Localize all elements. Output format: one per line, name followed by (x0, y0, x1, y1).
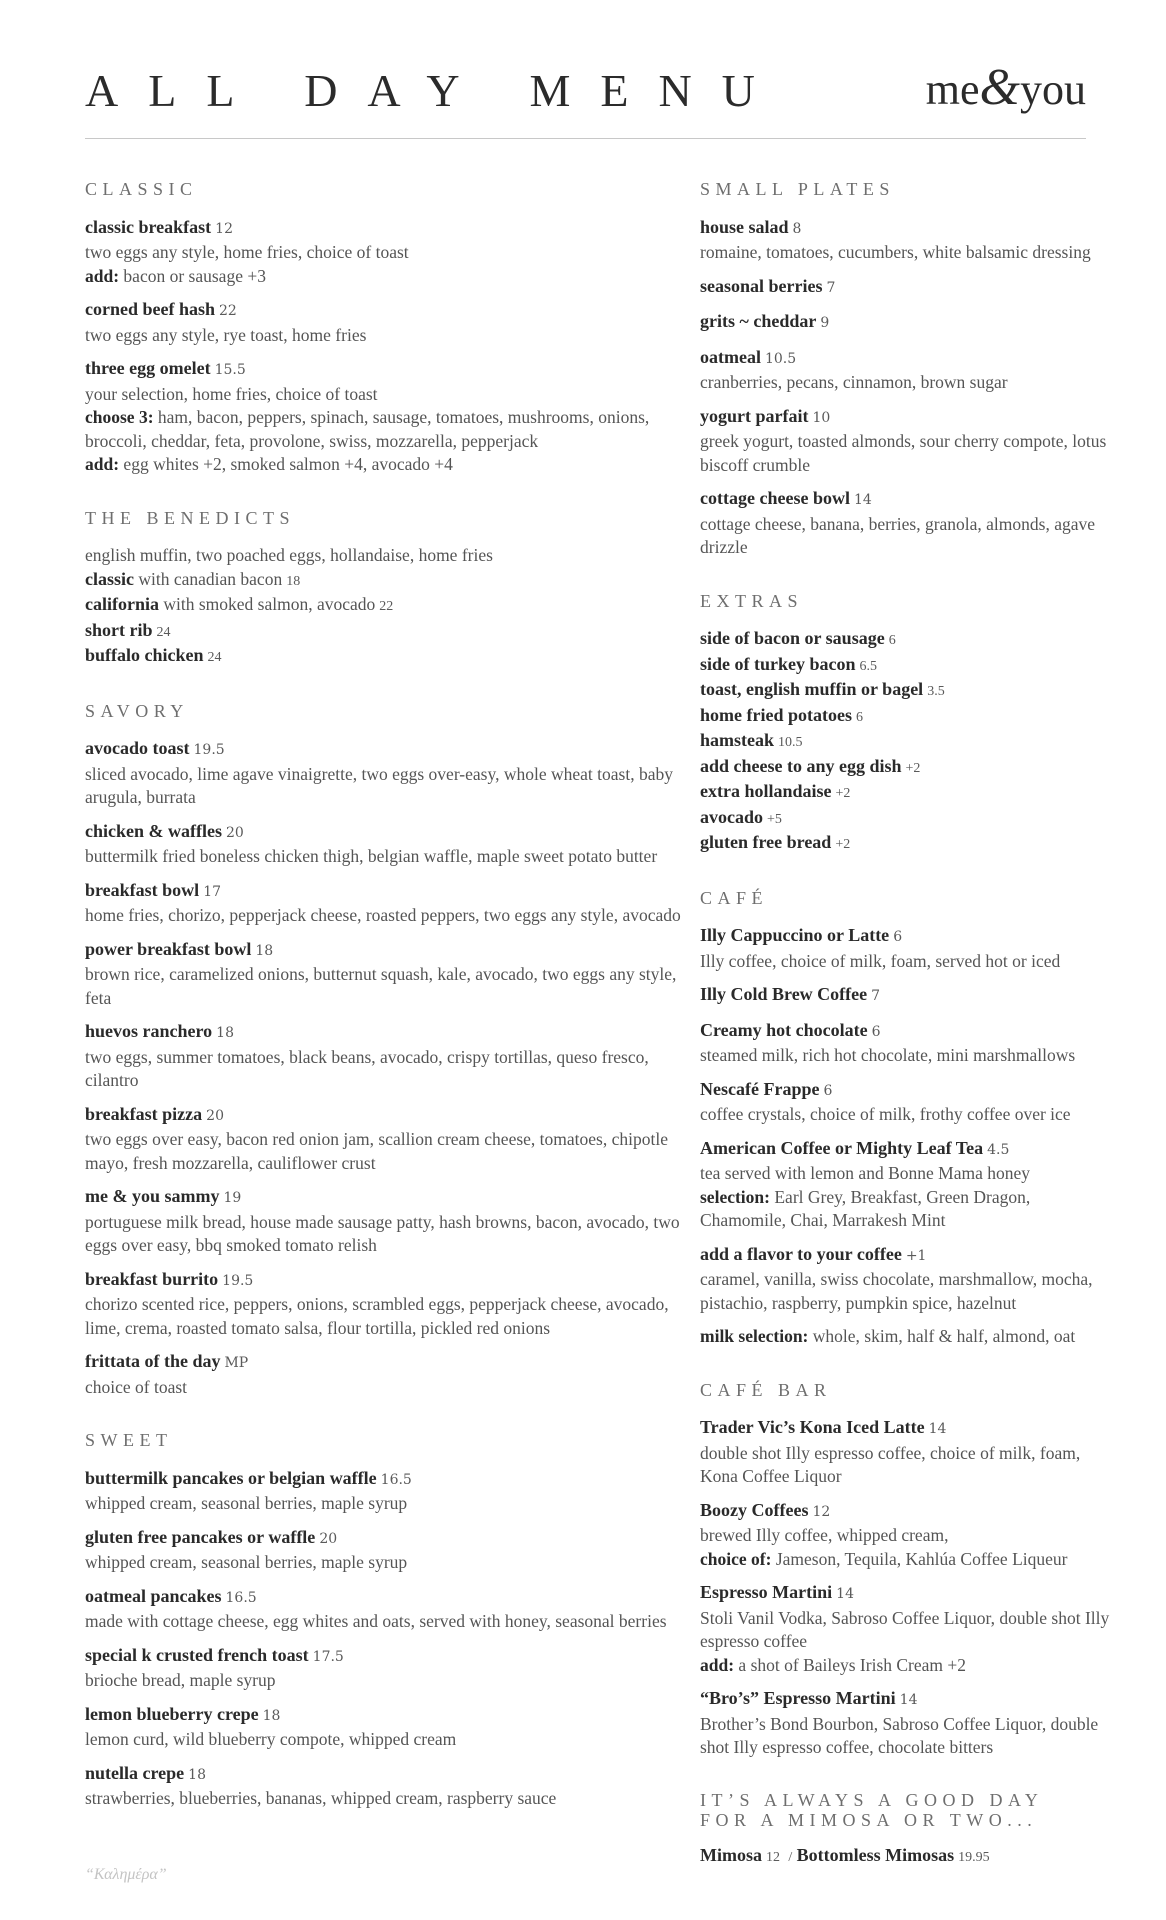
item-name: huevos ranchero (85, 1021, 213, 1041)
item-price: 17.5 (312, 1648, 344, 1665)
item-name: Mimosa (700, 1844, 762, 1865)
item-price: 24 (207, 650, 222, 665)
item-price: 14 (899, 1692, 918, 1708)
item-name: house salad (700, 216, 789, 237)
menu-item (700, 1581, 1120, 1677)
item-description: greek yogurt, toasted almonds, sour cherry compote, lotus biscoff crumble (700, 431, 1107, 475)
item-name: Espresso Martini (700, 1582, 833, 1602)
item-name: short rib (85, 619, 153, 640)
item-price: 8 (792, 220, 802, 237)
menu-item (700, 806, 1120, 832)
item-price: 19 (223, 1190, 242, 1206)
item-price: 18 (216, 1025, 234, 1041)
extra-text: a shot of Baileys Irish Cream +2 (738, 1654, 967, 1675)
item-price: 6.5 (859, 658, 878, 674)
item-price: 7 (826, 279, 836, 296)
item-price: 14 (853, 492, 872, 508)
item-extra (700, 1654, 1120, 1678)
item-name: Nescafé Frappe (700, 1078, 820, 1099)
menu-item (700, 405, 1120, 478)
menu-item (700, 627, 1120, 653)
item-name: side of turkey bacon (700, 653, 856, 674)
mimosa-title (700, 1790, 1120, 1830)
item-description: whipped cream, seasonal berries, maple syrup (85, 1552, 408, 1572)
item-name: classic (85, 568, 134, 589)
item-name: gluten free pancakes or waffle (85, 1526, 316, 1547)
menu-item (700, 924, 1120, 973)
logo-ampersand: & (979, 59, 1020, 116)
item-price: 14 (928, 1421, 947, 1437)
item-name: chicken & waffles (85, 820, 222, 841)
item-name: Bottomless Mimosas (796, 1844, 955, 1865)
item-price: 3.5 (927, 684, 945, 699)
menu-item (700, 216, 1120, 265)
item-name: buffalo chicken (85, 645, 204, 665)
brand-logo (925, 59, 1086, 116)
item-description: portuguese milk bread, house made sausage patty, hash browns, bacon, avocado, two eggs over easy, bbq smoked tomato relish (85, 1211, 680, 1255)
item-name: power breakfast bowl (85, 938, 252, 959)
item-addon (85, 453, 685, 477)
item-description: brewed Illy coffee, whipped cream, (700, 1525, 949, 1545)
menu-item (700, 487, 1120, 560)
menu-item (85, 1644, 685, 1693)
menu-item (85, 1185, 685, 1258)
item-description: two eggs any style, rye toast, home fries (85, 324, 367, 345)
item-price: 6 (871, 1023, 881, 1040)
section-title: SWEET (85, 1430, 173, 1450)
section-small-plates (700, 178, 1120, 560)
item-price: 16.5 (225, 1589, 257, 1606)
item-name: frittata of the day (85, 1351, 221, 1371)
item-price: 22 (379, 599, 394, 614)
menu-item (85, 1350, 685, 1399)
header-divider (85, 138, 1086, 139)
menu-item (700, 1243, 1120, 1316)
logo-word-you: you (1020, 65, 1086, 114)
item-extra (700, 1548, 1120, 1572)
menu-item (700, 1019, 1120, 1068)
choose-label: choose 3: (85, 407, 154, 427)
menu-item (85, 1585, 685, 1634)
item-description: your selection, home fries, choice of toast (85, 383, 378, 404)
item-price: 12 (812, 1503, 831, 1520)
item-description: double shot Illy espresso coffee, choice of milk, foam, Kona Coffee Liquor (700, 1442, 1081, 1486)
item-description: lemon curd, wild blueberry compote, whipped cream (85, 1729, 457, 1749)
menu-item (85, 1268, 685, 1341)
item-selection (700, 1186, 1120, 1233)
menu-item (700, 275, 1120, 301)
item-name: avocado (700, 806, 763, 827)
addon-text: egg whites +2, smoked salmon +4, avocado +4 (123, 454, 453, 474)
item-price: 19.95 (958, 1849, 990, 1865)
menu-item (700, 346, 1120, 395)
menu-item (700, 653, 1120, 679)
item-name: add a flavor to your coffee (700, 1243, 902, 1264)
addon-label: add: (85, 454, 120, 474)
menu-item (85, 619, 685, 645)
extra-label: add: (700, 1654, 735, 1675)
mimosa-title-line2: FOR A MIMOSA OR TWO... (700, 1809, 1038, 1830)
menu-item (700, 1499, 1120, 1572)
item-price: 20 (319, 1530, 338, 1547)
item-price: 17 (203, 883, 222, 900)
item-price: 14 (836, 1586, 854, 1602)
item-price: 19.5 (193, 742, 225, 758)
menu-item (85, 820, 685, 869)
menu-item (85, 1762, 685, 1811)
item-price: 10.5 (778, 735, 803, 750)
menu-item (700, 729, 1120, 755)
item-description: coffee crystals, choice of milk, frothy coffee over ice (700, 1104, 1071, 1124)
item-price: 22 (219, 303, 237, 319)
selection-text: Earl Grey, Breakfast, Green Dragon, Chamomile, Chai, Marrakesh Mint (700, 1186, 1031, 1230)
item-name: side of bacon or sausage (700, 628, 885, 648)
menu-item (700, 1078, 1120, 1127)
item-description: buttermilk fried boneless chicken thigh, belgian waffle, maple sweet potato butter (85, 846, 658, 866)
section-extras (700, 590, 1120, 857)
left-column (85, 178, 685, 1841)
menu-item (700, 831, 1120, 857)
item-name: extra hollandaise (700, 781, 832, 801)
item-price: +2 (835, 837, 851, 852)
item-description: cottage cheese, banana, berries, granola, almonds, agave drizzle (700, 513, 1096, 557)
item-description: Stoli Vanil Vodka, Sabroso Coffee Liquor, double shot Illy espresso coffee (700, 1607, 1110, 1651)
item-name: Creamy hot chocolate (700, 1019, 868, 1040)
item-description: brown rice, caramelized onions, butternut squash, kale, avocado, two eggs any style, feta (85, 964, 677, 1008)
section-cafe-bar (700, 1379, 1120, 1760)
item-price: 24 (156, 624, 171, 640)
item-price: 6 (893, 929, 903, 945)
menu-item (85, 1703, 685, 1752)
item-price: 6 (888, 633, 896, 648)
menu-item (700, 780, 1120, 806)
menu-item (85, 879, 685, 928)
item-name: oatmeal (700, 346, 761, 367)
menu-item (85, 1020, 685, 1093)
menu-item (85, 938, 685, 1011)
item-name: Illy Cold Brew Coffee (700, 984, 868, 1004)
section-title: THE BENEDICTS (85, 507, 295, 528)
section-classic (85, 178, 685, 477)
menu-item (700, 310, 1120, 336)
item-price: +5 (767, 811, 782, 827)
item-description: chorizo scented rice, peppers, onions, scrambled eggs, pepperjack cheese, avocado, lime, crema, roasted tomato salsa, flour tortilla, pickled red onions (85, 1294, 669, 1338)
section-title: SMALL PLATES (700, 179, 895, 199)
menu-item (85, 737, 685, 810)
item-name: corned beef hash (85, 299, 215, 319)
menu-item (700, 983, 1120, 1009)
footer-note: “Καλημέρα” (85, 1866, 167, 1883)
menu-item (700, 678, 1120, 704)
menu-item (85, 1103, 685, 1176)
item-price: 20 (206, 1107, 224, 1124)
section-title: CAFÉ (700, 887, 769, 908)
item-name: “Bro’s” Espresso Martini (700, 1688, 896, 1708)
item-price: 18 (286, 573, 301, 589)
item-price: MP (224, 1355, 249, 1371)
section-benedicts (85, 507, 685, 670)
item-price: 18 (262, 1707, 281, 1724)
item-name: home fried potatoes (700, 704, 852, 725)
menu-item (85, 216, 685, 289)
menu-item (700, 755, 1120, 781)
item-price: 12 (766, 1849, 780, 1865)
item-name: grits ~ cheddar (700, 311, 817, 331)
mimosa-title-line1: IT’S ALWAYS A GOOD DAY (700, 1789, 1044, 1810)
menu-item (700, 1137, 1120, 1233)
item-name: toast, english muffin or bagel (700, 679, 924, 699)
menu-item (700, 704, 1120, 730)
item-name: cottage cheese bowl (700, 488, 850, 508)
item-name: American Coffee or Mighty Leaf Tea (700, 1137, 984, 1158)
menu-item (85, 357, 685, 477)
item-description: cranberries, pecans, cinnamon, brown sugar (700, 372, 1008, 392)
item-name: Boozy Coffees (700, 1499, 809, 1520)
addon-label: add: (85, 265, 120, 286)
item-description: two eggs, summer tomatoes, black beans, avocado, crispy tortillas, queso fresco, cilantro (85, 1046, 649, 1090)
item-price: 12 (215, 220, 233, 237)
item-price: 9 (820, 315, 830, 331)
menu-title: ALL DAY MENU (85, 65, 785, 116)
item-description: whipped cream, seasonal berries, maple syrup (85, 1493, 408, 1513)
extra-label: choice of: (700, 1548, 772, 1569)
item-price: 6 (823, 1082, 833, 1099)
menu-item (85, 298, 685, 347)
section-savory (85, 700, 685, 1400)
milk-label: milk selection: (700, 1326, 809, 1346)
item-description: home fries, chorizo, pepperjack cheese, roasted peppers, two eggs any style, avocado (85, 905, 681, 925)
price-separator: / (788, 1849, 793, 1865)
section-title: EXTRAS (700, 590, 804, 611)
item-name: seasonal berries (700, 275, 823, 296)
item-price: 15.5 (214, 362, 246, 378)
addon-text: bacon or sausage +3 (123, 265, 266, 286)
item-name: lemon blueberry crepe (85, 1703, 259, 1724)
item-name: buttermilk pancakes or belgian waffle (85, 1467, 377, 1488)
item-description: with smoked salmon, avocado (163, 594, 376, 614)
item-price: 16.5 (380, 1471, 412, 1488)
item-description: choice of toast (85, 1376, 188, 1397)
item-name: classic breakfast (85, 216, 212, 237)
logo-word-me: me (925, 65, 980, 114)
mimosa-line (700, 1844, 1120, 1870)
item-name: avocado toast (85, 738, 190, 758)
item-description: tea served with lemon and Bonne Mama honey (700, 1163, 1030, 1183)
item-name: special k crusted french toast (85, 1644, 309, 1665)
section-title: CLASSIC (85, 179, 198, 199)
item-choose (85, 406, 685, 453)
item-description: caramel, vanilla, swiss chocolate, marshmallow, mocha, pistachio, raspberry, pumpkin spice, hazelnut (700, 1269, 1093, 1313)
item-price: 4.5 (987, 1141, 1010, 1158)
menu-item (85, 1467, 685, 1516)
item-description: with canadian bacon (138, 568, 283, 589)
item-price: 18 (255, 942, 274, 959)
item-name: nutella crepe (85, 1762, 185, 1783)
item-name: breakfast pizza (85, 1103, 203, 1124)
item-name: add cheese to any egg dish (700, 755, 902, 776)
item-name: breakfast bowl (85, 879, 200, 900)
menu-item (700, 1687, 1120, 1760)
extra-text: Jameson, Tequila, Kahlúa Coffee Liqueur (775, 1548, 1068, 1569)
item-description: Brother’s Bond Bourbon, Sabroso Coffee Liquor, double shot Illy espresso coffee, chocolate bitters (700, 1713, 1099, 1757)
section-cafe (700, 887, 1120, 1349)
item-description: two eggs any style, home fries, choice of toast (85, 242, 409, 262)
item-price: 20 (225, 824, 244, 841)
item-name: breakfast burrito (85, 1268, 219, 1289)
item-description: brioche bread, maple syrup (85, 1670, 276, 1690)
item-name: Trader Vic’s Kona Iced Latte (700, 1417, 925, 1437)
item-description: steamed milk, rich hot chocolate, mini marshmallows (700, 1045, 1076, 1065)
section-mimosa (700, 1790, 1120, 1870)
item-name: three egg omelet (85, 358, 211, 378)
menu-item (700, 1416, 1120, 1489)
item-price: +2 (835, 786, 851, 801)
menu-item (85, 644, 685, 670)
milk-selection (700, 1325, 1120, 1349)
item-name: gluten free bread (700, 832, 832, 852)
item-price: 7 (871, 988, 881, 1004)
right-column (700, 178, 1120, 1899)
item-name: me & you sammy (85, 1186, 220, 1206)
section-title: SAVORY (85, 700, 189, 721)
selection-label: selection: (700, 1186, 770, 1207)
item-price: +2 (905, 760, 921, 776)
item-description: strawberries, blueberries, bananas, whipped cream, raspberry sauce (85, 1788, 557, 1808)
menu-item (85, 593, 685, 619)
item-price: 10 (812, 409, 831, 426)
item-description: Illy coffee, choice of milk, foam, served hot or iced (700, 950, 1061, 971)
item-price: 6 (855, 709, 863, 725)
item-name: california (85, 594, 159, 614)
menu-item (85, 568, 685, 594)
item-description: two eggs over easy, bacon red onion jam, scallion cream cheese, tomatoes, chipotle mayo, fresh mozzarella, cauliflower crust (85, 1129, 668, 1173)
item-price: +1 (905, 1247, 927, 1264)
milk-text: whole, skim, half & half, almond, oat (812, 1326, 1076, 1346)
item-price: 10.5 (764, 350, 797, 367)
section-title: CAFÉ BAR (700, 1379, 832, 1400)
item-name: hamsteak (700, 730, 775, 750)
section-intro: english muffin, two poached eggs, hollandaise, home fries (85, 545, 493, 565)
item-description: sliced avocado, lime agave vinaigrette, two eggs over-easy, whole wheat toast, baby arugula, burrata (85, 763, 673, 807)
item-name: yogurt parfait (700, 405, 809, 426)
item-addon (85, 265, 685, 289)
item-description: made with cottage cheese, egg whites and oats, served with honey, seasonal berries (85, 1611, 667, 1631)
item-price: 18 (188, 1766, 206, 1783)
item-name: oatmeal pancakes (85, 1585, 222, 1606)
item-name: Illy Cappuccino or Latte (700, 925, 890, 945)
item-price: 19.5 (222, 1272, 254, 1289)
item-description: romaine, tomatoes, cucumbers, white balsamic dressing (700, 242, 1091, 262)
choose-text: ham, bacon, peppers, spinach, sausage, tomatoes, mushrooms, onions, broccoli, cheddar, feta, provolone, swiss, mozzarella, pepperjack (85, 407, 650, 451)
menu-item (85, 1526, 685, 1575)
section-sweet (85, 1429, 685, 1811)
